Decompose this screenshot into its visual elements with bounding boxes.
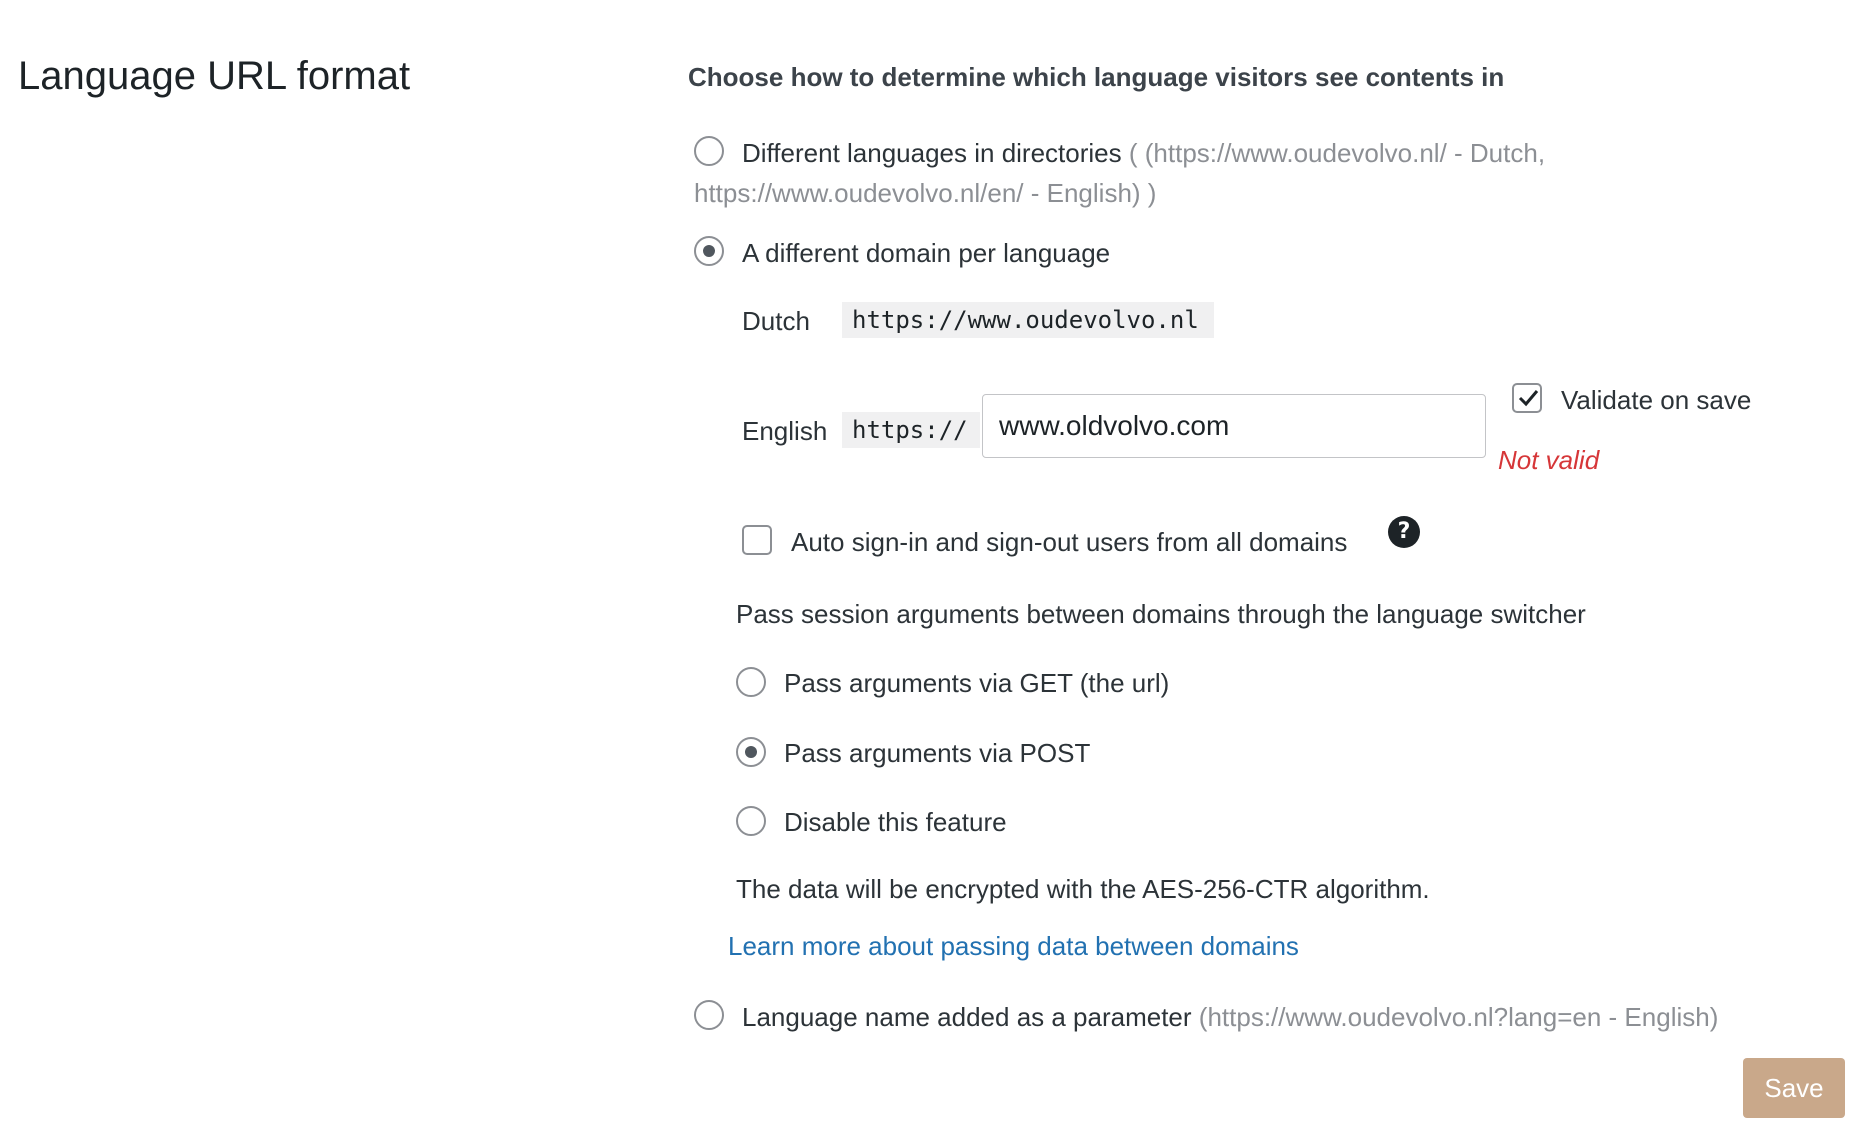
parameter-label-text: Language name added as a parameter xyxy=(742,1002,1192,1032)
parameter-hint: (https://www.oudevolvo.nl?lang=en - English) xyxy=(1198,1002,1719,1032)
pass-post-label: Pass arguments via POST xyxy=(784,738,1091,768)
dutch-label: Dutch xyxy=(742,306,810,336)
radio-pass-post[interactable] xyxy=(736,737,766,767)
save-button[interactable]: Save xyxy=(1743,1058,1845,1118)
radio-disable-feature[interactable] xyxy=(736,806,766,836)
english-domain-input[interactable] xyxy=(982,394,1486,458)
validate-on-save-checkbox[interactable] xyxy=(1512,383,1542,413)
validate-on-save-label: Validate on save xyxy=(1561,385,1752,415)
radio-directories[interactable] xyxy=(694,136,724,166)
checkmark-icon xyxy=(1516,386,1540,410)
dutch-url: https://www.oudevolvo.nl xyxy=(842,302,1214,338)
auto-signin-label: Auto sign-in and sign-out users from all domains xyxy=(791,527,1348,557)
section-title: Language URL format xyxy=(18,54,411,98)
option-directories-label xyxy=(742,137,1545,169)
english-url-prefix: https:// xyxy=(842,412,980,448)
radio-pass-get[interactable] xyxy=(736,667,766,697)
radio-domain-per-language[interactable] xyxy=(694,236,724,266)
option-domain-per-language-label: A different domain per language xyxy=(742,238,1111,268)
options-heading: Choose how to determine which language visitors see contents in xyxy=(688,62,1505,92)
option-parameter-label xyxy=(742,1001,1718,1033)
english-label: English xyxy=(742,416,828,446)
radio-language-parameter[interactable] xyxy=(694,1000,724,1030)
auto-signin-checkbox[interactable] xyxy=(742,525,772,555)
directories-hint-line2: https://www.oudevolvo.nl/en/ - English) ) xyxy=(694,178,1157,208)
question-circle-icon[interactable]: ? xyxy=(1388,516,1420,548)
pass-get-label: Pass arguments via GET (the url) xyxy=(784,668,1170,698)
session-title: Pass session arguments between domains through the language switcher xyxy=(736,599,1586,629)
learn-more-link[interactable]: Learn more about passing data between domains xyxy=(728,931,1299,961)
validation-error: Not valid xyxy=(1498,445,1600,475)
disable-feature-label: Disable this feature xyxy=(784,807,1007,837)
directories-label-text: Different languages in directories xyxy=(742,138,1122,168)
directories-hint-line1: ( (https://www.oudevolvo.nl/ - Dutch, xyxy=(1128,138,1546,168)
encryption-note: The data will be encrypted with the AES-256-CTR algorithm. xyxy=(736,874,1430,904)
